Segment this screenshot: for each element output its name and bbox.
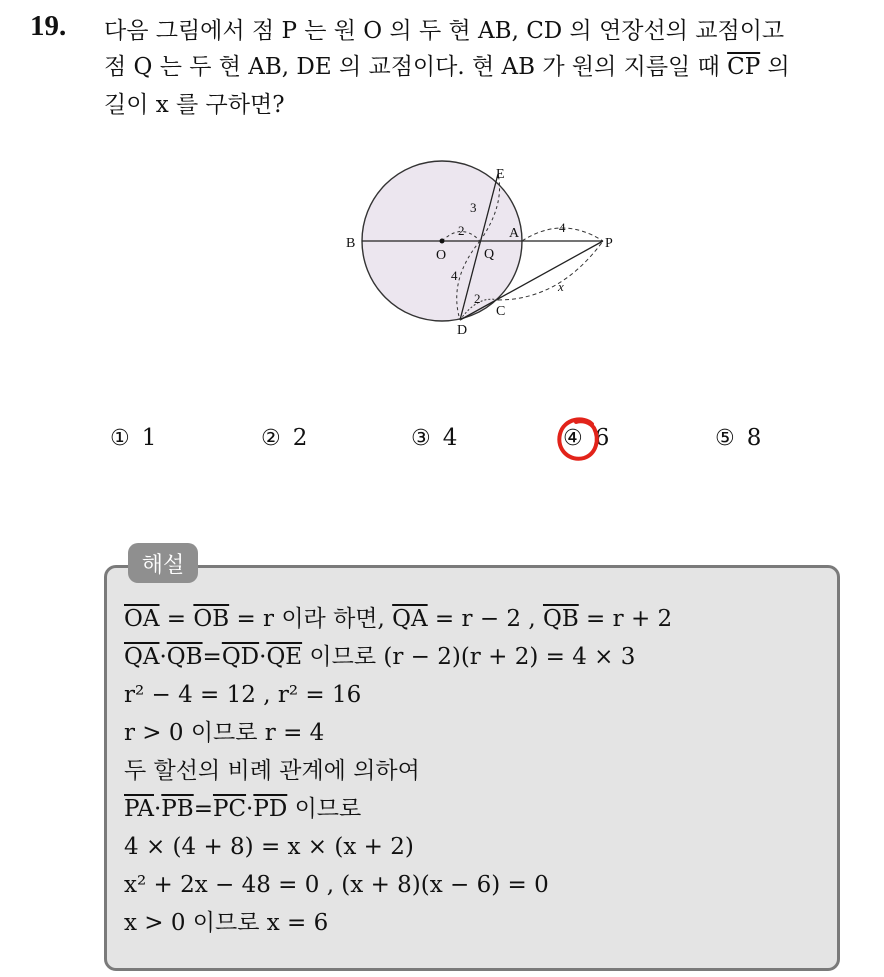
solution-line-5: 두 할선의 비례 관계에 의하여	[124, 758, 420, 784]
choice-4[interactable]: ④ 6	[563, 425, 610, 451]
length-oq: 2	[458, 223, 465, 238]
question-line-1: 다음 그림에서 점 P 는 원 O 의 두 현 AB, CD 의 연장선의 교점이고	[104, 18, 785, 44]
label-a: A	[509, 226, 520, 241]
solution-line-6: $\overline{PA}\cdot\overline{PB}=\overline{PC}\cdot\overline{PD}$ 이므로	[124, 796, 362, 822]
solution-line-3: r² − 4 = 12 , r² = 16	[124, 682, 362, 708]
label-o: O	[436, 248, 447, 263]
label-c: C	[496, 304, 506, 319]
selected-answer-mark	[554, 414, 604, 466]
length-ap: 4	[559, 220, 566, 235]
label-e: E	[496, 167, 505, 182]
choice-2[interactable]: ② 2	[261, 425, 308, 451]
length-cp: x	[558, 279, 564, 294]
question-number: 19.	[30, 10, 67, 42]
solution-line-1: $\overline{OA} = \overline{OB} = r$ 이라 하면, $\overline{QA} = r - 2$ , $\overline{QB} = r + 2$	[124, 606, 673, 632]
solution-line-4: r > 0 이므로 r = 4	[124, 720, 325, 746]
solution-line-8: x² + 2x − 48 = 0 , (x + 8)(x − 6) = 0	[124, 872, 549, 898]
solution-tag: 해설	[128, 543, 198, 583]
answer-choices	[0, 425, 884, 465]
solution-line-7: 4 × (4 + 8) = x × (x + 2)	[124, 834, 414, 860]
geometry-figure	[300, 160, 640, 340]
label-p: P	[605, 236, 613, 251]
segment-cp: $\overline{CP}$	[727, 54, 761, 80]
label-q: Q	[484, 247, 495, 262]
length-qd: 4	[451, 268, 458, 283]
choice-3[interactable]: ③ 4	[411, 425, 458, 451]
solution-line-2: $\overline{QA}\cdot\overline{QB}=\overline{QD}\cdot\overline{QE}$ 이므로 (r − 2)(r + 2) = 4 × 3	[124, 644, 636, 670]
question-line-3: 길이 x 를 구하면?	[104, 92, 285, 118]
label-b: B	[346, 236, 356, 251]
label-d: D	[457, 323, 468, 338]
choice-5[interactable]: ⑤ 8	[715, 425, 762, 451]
length-dc: 2	[474, 291, 481, 306]
question-line-2: 점 Q 는 두 현 AB, DE 의 교점이다. 현 AB 가 원의 지름일 때 $\overline{CP}$ 의	[104, 54, 790, 80]
choice-1[interactable]: ① 1	[110, 425, 157, 451]
length-qe: 3	[470, 200, 477, 215]
center-dot	[440, 239, 445, 244]
solution-line-9: x > 0 이므로 x = 6	[124, 910, 329, 936]
